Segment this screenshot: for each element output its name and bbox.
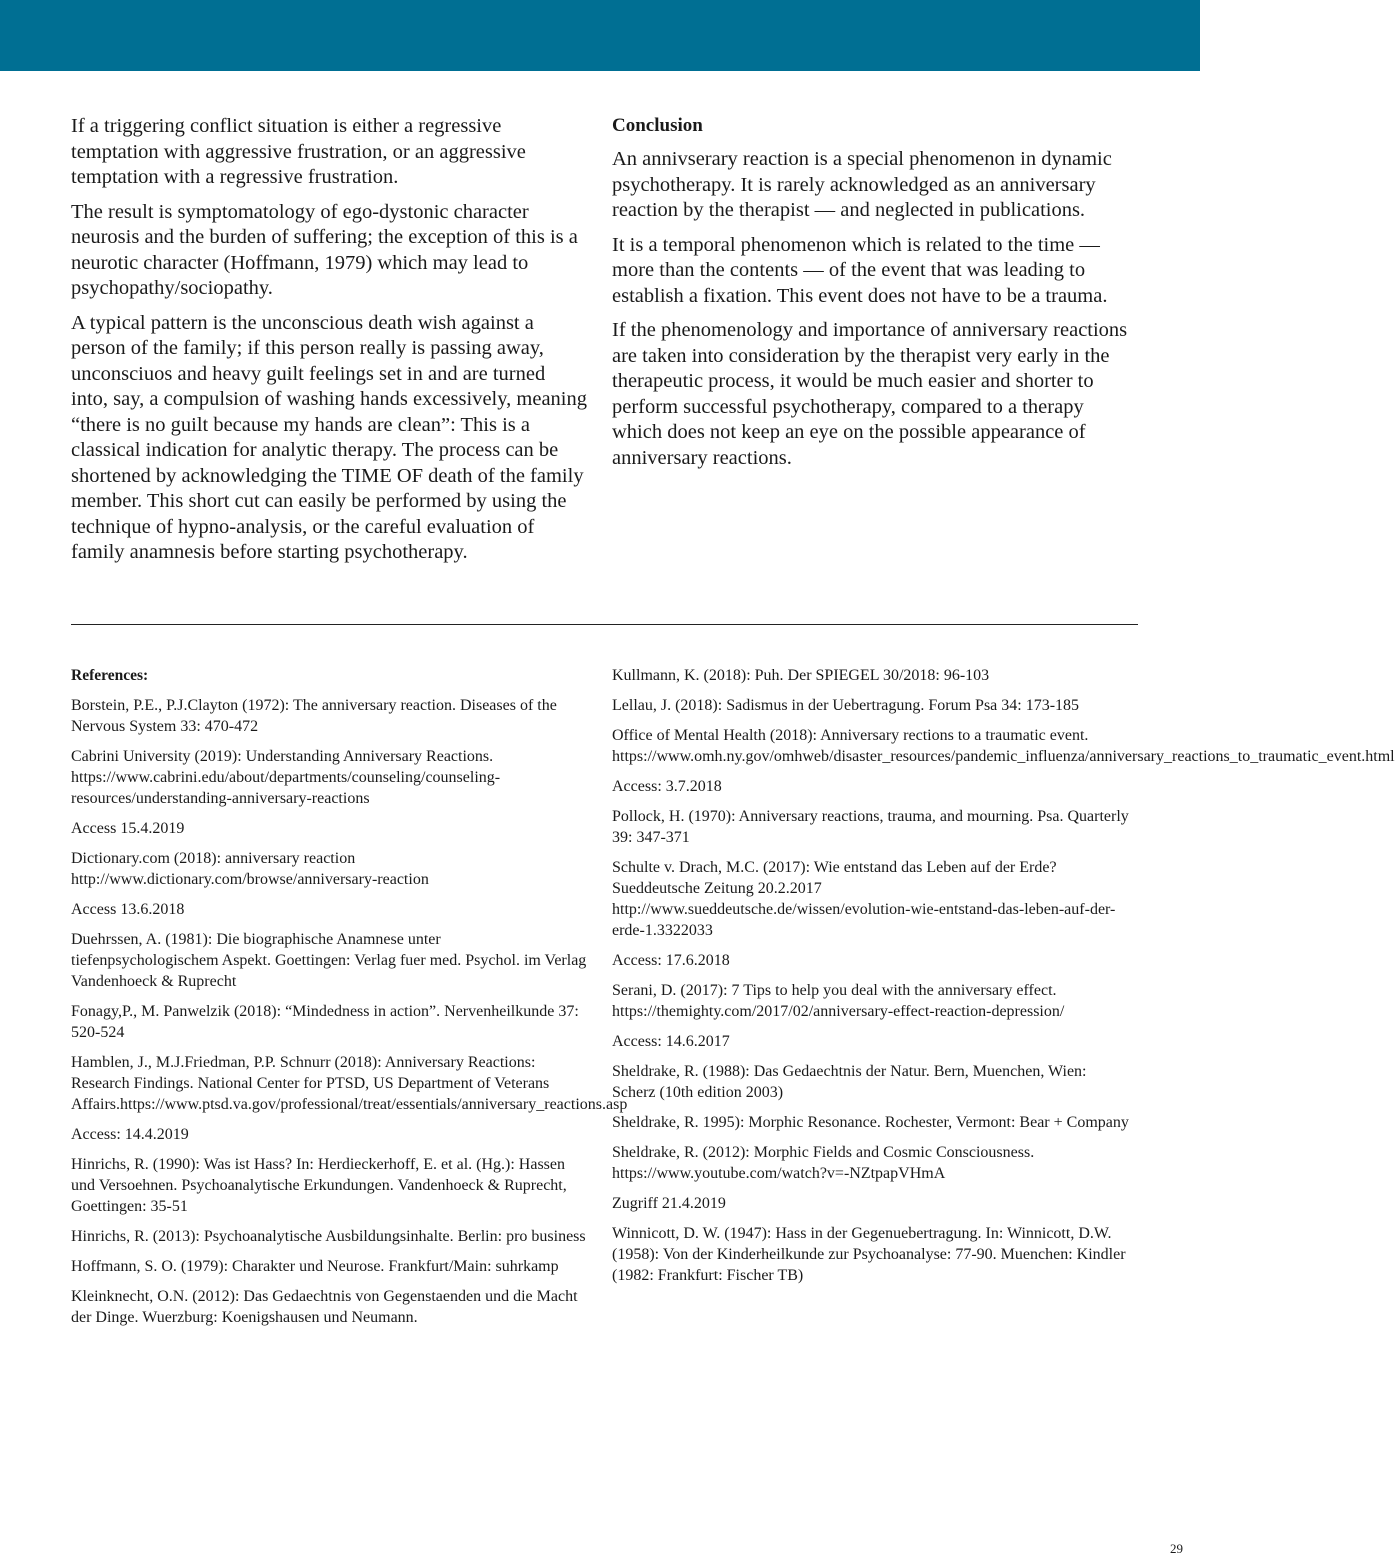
reference-entry xyxy=(612,1142,1132,1184)
reference-text: Hinrichs, R. (1990): Was ist Hass? In: Herdieckerhoff, E. et al. (Hg.): Hassen und Versoehnen. Psychoanalytische Erkundungen. Vandenhoeck & Ruprecht, Goettingen: 35-51 xyxy=(71,1156,567,1215)
reference-entry xyxy=(612,665,1132,686)
reference-text: Cabrini University (2019): Understanding Anniversary Reactions. xyxy=(71,748,494,765)
reference-entry xyxy=(612,1223,1132,1286)
body-paragraph: The result is symptomatology of ego-dystonic character neurosis and the burden of suffering; the exception of this is a neurotic character (Hoffmann, 1979) which may lead to psychopathy/sociopathy. xyxy=(71,200,578,299)
reference-text: Sheldrake, R. (2012): Morphic Fields and Cosmic Consciousness. xyxy=(612,1144,1035,1161)
reference-entry xyxy=(612,1112,1132,1133)
reference-text: Access: 3.7.2018 xyxy=(612,778,722,795)
reference-text: Access 15.4.2019 xyxy=(71,820,185,837)
reference-entry xyxy=(612,980,1132,1022)
reference-entry xyxy=(612,1061,1132,1103)
reference-url[interactable]: https://www.omh.ny.gov/omhweb/disaster_resources/pandemic_influenza/anniversary_reactions_to_traumatic_event.html xyxy=(612,748,1395,765)
reference-text: Lellau, J. (2018): Sadismus in der Uebertragung. Forum Psa 34: 173-185 xyxy=(612,697,1080,714)
reference-text: Access: 17.6.2018 xyxy=(612,952,730,969)
reference-text: Pollock, H. (1970): Anniversary reactions, trauma, and mourning. Psa. Quarterly 39: 347-371 xyxy=(612,808,1129,846)
reference-url[interactable]: https://www.cabrini.edu/about/departments/counseling/counseling-resources/understanding-anniversary-reactions xyxy=(71,769,501,807)
reference-text: Borstein, P.E., P.J.Clayton (1972): The anniversary reaction. Diseases of the Nervous System 33: 470-472 xyxy=(71,697,557,735)
reference-entry xyxy=(612,725,1395,767)
reference-text: Access: 14.4.2019 xyxy=(71,1126,189,1143)
reference-text: Dictionary.com (2018): anniversary reaction xyxy=(71,850,356,867)
references-right-column xyxy=(612,665,1395,1295)
reference-entry xyxy=(612,1193,1132,1214)
references-heading: References: xyxy=(71,667,149,684)
reference-entry xyxy=(612,950,1132,971)
reference-text: Fonagy,P., M. Panwelzik (2018): “Mindedness in action”. Nervenheilkunde 37: 520-524 xyxy=(71,1003,579,1041)
reference-url[interactable]: https://themighty.com/2017/02/anniversary-effect-reaction-depression/ xyxy=(612,1003,1065,1020)
reference-text: Kullmann, K. (2018): Puh. Der SPIEGEL 30/2018: 96-103 xyxy=(612,667,990,684)
reference-text: Duehrssen, A. (1981): Die biographische Anamnese unter tiefenpsychologischem Aspekt. Goettingen: Verlag fuer med. Psychol. im Verlag Vandenhoeck & Ruprecht xyxy=(71,931,587,990)
reference-entry xyxy=(612,776,1132,797)
reference-entry xyxy=(71,818,587,839)
reference-text: Kleinknecht, O.N. (2012): Das Gedaechtnis von Gegenstaenden und die Macht der Dinge. Wuerzburg: Koenigshausen und Neumann. xyxy=(71,1288,578,1326)
reference-text: Hinrichs, R. (2013): Psychoanalytische Ausbildungsinhalte. Berlin: pro business xyxy=(71,1228,586,1245)
references-left-column xyxy=(71,665,628,1337)
reference-entry xyxy=(71,929,587,992)
reference-text: Access 13.6.2018 xyxy=(71,901,185,918)
section-divider xyxy=(71,624,1138,625)
reference-entry xyxy=(71,1286,587,1328)
reference-url[interactable]: http://www.dictionary.com/browse/anniversary-reaction xyxy=(71,871,429,888)
reference-text: Hoffmann, S. O. (1979): Charakter und Neurose. Frankfurt/Main: suhrkamp xyxy=(71,1258,559,1275)
page-number: 29 xyxy=(1170,1541,1183,1556)
reference-text: Sheldrake, R. 1995): Morphic Resonance. Rochester, Vermont: Bear + Company xyxy=(612,1114,1129,1131)
body-paragraph: A typical pattern is the unconscious death wish against a person of the family; if this person really is passing away, unconsciuos and heavy guilt feelings set in and are turned into, say, a compulsion of washing hands excessively, meaning “there is no guilt because my hands are clean”: This is a classical indication for analytic therapy. The process can be shortened by acknowledging the TIME OF death of the family member. This short cut can easily be performed by using the technique of hypno-analysis, or the careful evaluation of family anamnesis before starting psychotherapy. xyxy=(71,311,588,563)
body-right-column xyxy=(612,114,1132,480)
reference-entry xyxy=(612,695,1132,716)
reference-entry xyxy=(71,746,587,809)
reference-text: Schulte v. Drach, M.C. (2017): Wie entstand das Leben auf der Erde? Sueddeutsche Zeitung 20.2.2017 xyxy=(612,859,1057,897)
reference-entry xyxy=(612,1031,1132,1052)
body-paragraph: It is a temporal phenomenon which is related to the time — more than the contents — of the event that was leading to establish a fixation. This event does not have to be a trauma. xyxy=(612,233,1108,307)
reference-url[interactable]: http://www.sueddeutsche.de/wissen/evolution-wie-entstand-das-leben-auf-der-erde-1.3322033 xyxy=(612,901,1116,939)
reference-text: Winnicott, D. W. (1947): Hass in der Gegenuebertragung. In: Winnicott, D.W. (1958): Von der Kinderheilkunde zur Psychoanalyse: 77-90. Muenchen: Kindler (1982: Frankfurt: Fischer TB) xyxy=(612,1225,1126,1284)
reference-text: Access: 14.6.2017 xyxy=(612,1033,730,1050)
reference-entry xyxy=(71,695,587,737)
reference-entry xyxy=(71,1154,587,1217)
reference-entry xyxy=(612,857,1132,941)
reference-text: Office of Mental Health (2018): Anniversary rections to a traumatic event. xyxy=(612,727,1089,744)
body-paragraph: If the phenomenology and importance of anniversary reactions are taken into consideration by the therapist very early in the therapeutic process, it would be much easier and shorter to perform successful psychotherapy, compared to a therapy which does not keep an eye on the possible appearance of anniversary reactions. xyxy=(612,319,1128,469)
body-paragraph: If a triggering conflict situation is either a regressive temptation with aggressive frustration, or an aggressive temptation with a regressive frustration. xyxy=(71,115,526,188)
body-paragraph: An annivserary reaction is a special phenomenon in dynamic psychotherapy. It is rarely acknowledged as an anniversary reaction by the therapist — and neglected in publications. xyxy=(612,148,1112,221)
reference-entry xyxy=(71,1124,587,1145)
reference-text: Serani, D. (2017): 7 Tips to help you deal with the anniversary effect. xyxy=(612,982,1057,999)
reference-text: Hamblen, J., M.J.Friedman, P.P. Schnurr (2018): Anniversary Reactions: Research Findings. National Center for PTSD, US Department of Veterans Affairs.https://www.ptsd.va.gov/professional/treat/essentials/anniversary_reactions.asp xyxy=(71,1054,628,1113)
body-left-column xyxy=(71,114,587,575)
conclusion-heading: Conclusion xyxy=(612,115,703,136)
reference-entry xyxy=(71,1052,628,1115)
reference-entry xyxy=(71,848,587,890)
reference-url[interactable]: https://www.youtube.com/watch?v=-NZtpapVHmA xyxy=(612,1165,946,1182)
reference-entry xyxy=(71,1226,587,1247)
header-bar xyxy=(0,0,1200,71)
reference-entry xyxy=(71,1001,587,1043)
reference-entry xyxy=(612,806,1132,848)
reference-text: Sheldrake, R. (1988): Das Gedaechtnis der Natur. Bern, Muenchen, Wien: Scherz (10th edition 2003) xyxy=(612,1063,1087,1101)
reference-entry xyxy=(71,1256,587,1277)
reference-text: Zugriff 21.4.2019 xyxy=(612,1195,726,1212)
reference-entry xyxy=(71,899,587,920)
